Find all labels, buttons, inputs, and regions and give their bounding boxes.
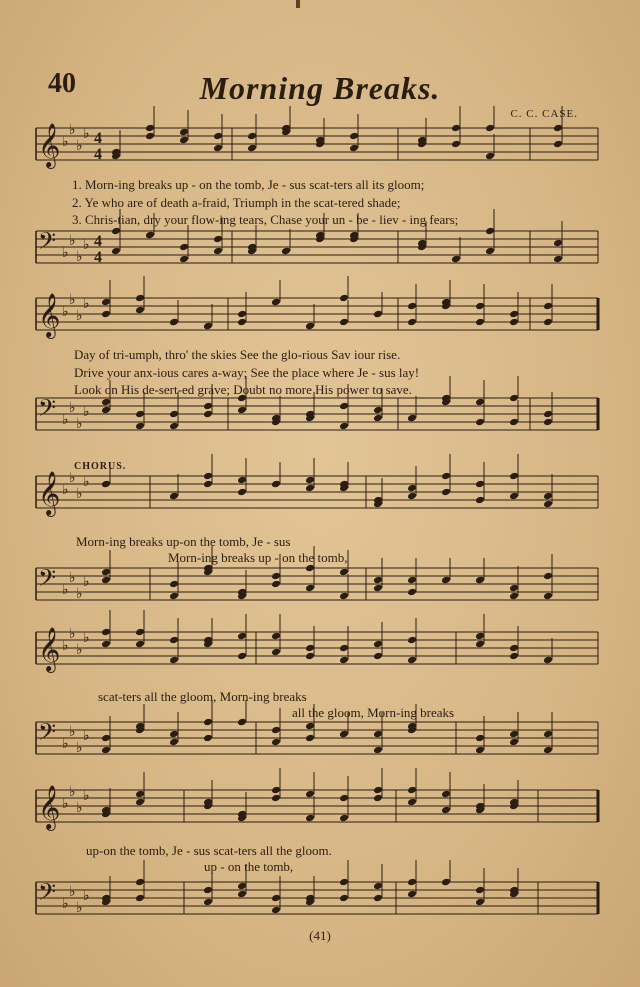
note-head [135, 306, 145, 315]
treble-clef-icon: 𝄞 [38, 123, 61, 167]
flat-icon: ♭ [76, 901, 83, 916]
note-head [349, 144, 359, 153]
page-number: (41) [309, 928, 331, 943]
note-head [407, 636, 417, 645]
chorus-row2-lower: all the gloom, Morn-ing breaks [292, 705, 455, 720]
note-head [509, 592, 519, 601]
treble-clef-icon: 𝄞 [38, 471, 61, 515]
note-head [169, 656, 179, 665]
note-head [179, 136, 189, 145]
note-head [237, 652, 247, 661]
note-head [407, 302, 417, 311]
note-head [135, 878, 145, 887]
note-head [339, 730, 349, 739]
note-head [441, 576, 451, 585]
note-head [169, 410, 179, 419]
note-head [271, 572, 281, 581]
note-head [373, 640, 383, 649]
note-head [543, 418, 553, 427]
note-head [407, 890, 417, 899]
note-head [475, 898, 485, 907]
note-head [145, 124, 155, 133]
note-head [407, 484, 417, 493]
bass-clef-icon: 𝄢 [38, 878, 57, 911]
note-head [339, 814, 349, 823]
note-head [373, 414, 383, 423]
flat-icon: ♭ [83, 575, 90, 590]
chorus-row2-upper: scat-ters all the gloom, Morn-ing breaks [98, 689, 307, 704]
note-head [101, 628, 111, 637]
note-head [509, 652, 519, 661]
note-head [179, 128, 189, 137]
note-head [237, 406, 247, 415]
note-head [475, 576, 485, 585]
note-head [101, 568, 111, 577]
note-head [179, 243, 189, 252]
note-head [543, 746, 553, 755]
note-head [373, 730, 383, 739]
flat-icon: ♭ [62, 583, 69, 598]
note-head [111, 227, 121, 236]
note-head [203, 898, 213, 907]
note-head [373, 746, 383, 755]
note-head [213, 235, 223, 244]
note-head [543, 500, 553, 509]
flat-icon: ♭ [83, 475, 90, 490]
note-head [373, 310, 383, 319]
note-head [169, 738, 179, 747]
note-head [475, 302, 485, 311]
note-head [237, 632, 247, 641]
verse-3-line-1: 3. Chris-tian, dry your flow-ing tears, Chase your un - be - liev - ing fears; [72, 212, 459, 227]
time-signature: 4 [94, 146, 102, 163]
note-head [543, 730, 553, 739]
note-head [271, 906, 281, 915]
note-head [543, 410, 553, 419]
time-signature: 4 [94, 130, 102, 147]
note-head [475, 496, 485, 505]
flat-icon: ♭ [62, 797, 69, 812]
note-head [451, 124, 461, 133]
flat-icon: ♭ [83, 789, 90, 804]
note-head [203, 480, 213, 489]
flat-icon: ♭ [83, 238, 90, 253]
note-head [203, 322, 213, 331]
flat-icon: ♭ [69, 471, 76, 486]
note-head [169, 422, 179, 431]
note-head [135, 894, 145, 903]
note-head [553, 140, 563, 149]
note-head [305, 322, 315, 331]
note-head [169, 730, 179, 739]
note-head [339, 878, 349, 887]
note-head [305, 484, 315, 493]
bass-clef-icon: 𝄢 [38, 394, 57, 427]
note-head [339, 644, 349, 653]
note-head [271, 480, 281, 489]
note-head [339, 568, 349, 577]
note-head [475, 886, 485, 895]
note-head [237, 310, 247, 319]
note-head [475, 734, 485, 743]
note-head [339, 402, 349, 411]
flat-icon: ♭ [69, 293, 76, 308]
note-head [271, 894, 281, 903]
flat-icon: ♭ [76, 417, 83, 432]
flat-icon: ♭ [83, 297, 90, 312]
note-head [407, 798, 417, 807]
note-head [373, 652, 383, 661]
note-head [237, 476, 247, 485]
flat-icon: ♭ [76, 250, 83, 265]
note-head [305, 476, 315, 485]
note-head [237, 488, 247, 497]
note-head [169, 592, 179, 601]
note-head [509, 394, 519, 403]
flat-icon: ♭ [69, 234, 76, 249]
note-head [305, 644, 315, 653]
note-head [271, 786, 281, 795]
note-head [407, 786, 417, 795]
note-head [247, 132, 257, 141]
flat-icon: ♭ [69, 725, 76, 740]
flat-icon: ♭ [62, 639, 69, 654]
note-head [339, 794, 349, 803]
note-head [485, 227, 495, 236]
note-head [101, 480, 111, 489]
note-head [203, 410, 213, 419]
note-head [509, 584, 519, 593]
note-head [203, 886, 213, 895]
note-head [339, 894, 349, 903]
note-head [373, 406, 383, 415]
verse-1-line-2: Day of tri-umph, thro' the skies See the glo-rious Sav iour rise. [74, 347, 401, 362]
note-head [407, 414, 417, 423]
note-head [213, 144, 223, 153]
note-head [145, 231, 155, 240]
note-head [237, 882, 247, 891]
note-head [101, 298, 111, 307]
verse-2-line-1: 2. Ye who are of death a-fraid, Triumph in the scat-tered shade; [72, 195, 401, 210]
note-head [407, 656, 417, 665]
time-signature: 4 [94, 249, 102, 266]
note-head [101, 576, 111, 585]
flat-icon: ♭ [69, 627, 76, 642]
note-head [509, 418, 519, 427]
note-head [441, 790, 451, 799]
note-head [485, 152, 495, 161]
note-head [339, 294, 349, 303]
hymn-number: 40 [48, 68, 76, 99]
flat-icon: ♭ [69, 885, 76, 900]
note-head [101, 398, 111, 407]
note-head [475, 318, 485, 327]
note-head [271, 726, 281, 735]
verse-3-line-2: Look on His de-sert-ed grave; Doubt no more His power to save. [74, 382, 412, 397]
note-head [169, 492, 179, 501]
note-head [179, 255, 189, 264]
note-head [543, 572, 553, 581]
note-head [475, 640, 485, 649]
flat-icon: ♭ [76, 801, 83, 816]
note-head [475, 398, 485, 407]
verse-2-line-2: Drive your anx-ious cares a-way; See the place where Je - sus lay! [74, 365, 420, 380]
verse-1-line-1: 1. Morn-ing breaks up - on the tomb, Je - sus scat-ters all its gloom; [72, 177, 425, 192]
note-head [305, 734, 315, 743]
note-head [475, 418, 485, 427]
note-head [101, 640, 111, 649]
note-head [237, 718, 247, 727]
note-head [407, 576, 417, 585]
note-head [247, 144, 257, 153]
note-head [349, 132, 359, 141]
note-head [441, 806, 451, 815]
flat-icon: ♭ [76, 587, 83, 602]
note-head [373, 882, 383, 891]
note-head [135, 798, 145, 807]
chorus-row1-lower: Morn-ing breaks up - on the tomb, [168, 550, 348, 565]
note-head [135, 790, 145, 799]
note-head [339, 656, 349, 665]
flat-icon: ♭ [62, 483, 69, 498]
note-head [135, 410, 145, 419]
note-head [135, 640, 145, 649]
note-head [101, 746, 111, 755]
flat-icon: ♭ [83, 729, 90, 744]
note-head [373, 794, 383, 803]
hymn-title: Morning Breaks. [199, 70, 441, 106]
flat-icon: ♭ [76, 741, 83, 756]
note-head [339, 592, 349, 601]
flat-icon: ♭ [62, 135, 69, 150]
note-head [407, 878, 417, 887]
note-head [509, 318, 519, 327]
chorus-row3-upper: up-on the tomb, Je - sus scat-ters all the gloom. [86, 843, 332, 858]
note-head [271, 648, 281, 657]
note-head [213, 247, 223, 256]
time-signature: 4 [94, 233, 102, 250]
note-head [271, 794, 281, 803]
note-head [373, 786, 383, 795]
note-head [203, 402, 213, 411]
flat-icon: ♭ [76, 309, 83, 324]
note-head [135, 628, 145, 637]
note-head [339, 422, 349, 431]
note-head [509, 310, 519, 319]
bass-clef-icon: 𝄢 [38, 564, 57, 597]
note-head [305, 722, 315, 731]
flat-icon: ♭ [69, 785, 76, 800]
note-head [475, 480, 485, 489]
note-head [101, 310, 111, 319]
note-head [169, 580, 179, 589]
note-head [203, 734, 213, 743]
note-head [407, 588, 417, 597]
note-head [543, 318, 553, 327]
note-head [441, 472, 451, 481]
note-head [553, 239, 563, 248]
note-head [305, 814, 315, 823]
note-head [305, 652, 315, 661]
note-head [509, 472, 519, 481]
note-head [271, 738, 281, 747]
chorus-label: CHORUS. [74, 461, 127, 472]
note-head [145, 132, 155, 141]
note-head [281, 247, 291, 256]
note-head [485, 124, 495, 133]
note-head [373, 584, 383, 593]
note-head [305, 790, 315, 799]
note-head [543, 492, 553, 501]
note-head [135, 422, 145, 431]
note-head [553, 255, 563, 264]
flat-icon: ♭ [83, 127, 90, 142]
note-head [441, 878, 451, 887]
flat-icon: ♭ [83, 889, 90, 904]
composer: C. C. CASE. [510, 108, 578, 120]
flat-icon: ♭ [83, 405, 90, 420]
note-head [509, 738, 519, 747]
note-head [553, 124, 563, 133]
note-head [237, 318, 247, 327]
chorus-row3-lower: up - on the tomb, [204, 859, 294, 874]
note-head [451, 255, 461, 264]
note-head [407, 492, 417, 501]
note-head [271, 580, 281, 589]
flat-icon: ♭ [62, 737, 69, 752]
note-head [543, 656, 553, 665]
flat-icon: ♭ [62, 897, 69, 912]
note-head [475, 632, 485, 641]
note-head [509, 730, 519, 739]
bass-clef-icon: 𝄢 [38, 718, 57, 751]
note-head [543, 592, 553, 601]
note-head [441, 488, 451, 497]
note-head [305, 584, 315, 593]
flat-icon: ♭ [69, 123, 76, 138]
flat-icon: ♭ [62, 305, 69, 320]
note-head [543, 302, 553, 311]
note-head [101, 734, 111, 743]
note-head [135, 294, 145, 303]
treble-clef-icon: 𝄞 [38, 785, 61, 829]
note-head [237, 890, 247, 899]
note-head [407, 318, 417, 327]
flat-icon: ♭ [76, 643, 83, 658]
note-head [339, 318, 349, 327]
note-head [373, 894, 383, 903]
note-head [169, 318, 179, 327]
flat-icon: ♭ [69, 571, 76, 586]
note-head [271, 298, 281, 307]
bass-clef-icon: 𝄢 [38, 227, 57, 260]
note-head [373, 576, 383, 585]
note-head [451, 140, 461, 149]
note-head [111, 247, 121, 256]
treble-clef-icon: 𝄞 [38, 293, 61, 337]
note-head [509, 644, 519, 653]
note-head [509, 492, 519, 501]
treble-clef-icon: 𝄞 [38, 627, 61, 671]
flat-icon: ♭ [76, 139, 83, 154]
note-head [271, 632, 281, 641]
chorus-row1-upper: Morn-ing breaks up-on the tomb, Je - sus [76, 534, 291, 549]
note-head [203, 718, 213, 727]
flat-icon: ♭ [62, 246, 69, 261]
note-head [101, 406, 111, 415]
note-head [475, 746, 485, 755]
flat-icon: ♭ [76, 487, 83, 502]
note-head [213, 132, 223, 141]
flat-icon: ♭ [69, 401, 76, 416]
flat-icon: ♭ [62, 413, 69, 428]
flat-icon: ♭ [83, 631, 90, 646]
note-head [203, 472, 213, 481]
note-head [485, 247, 495, 256]
note-head [169, 636, 179, 645]
